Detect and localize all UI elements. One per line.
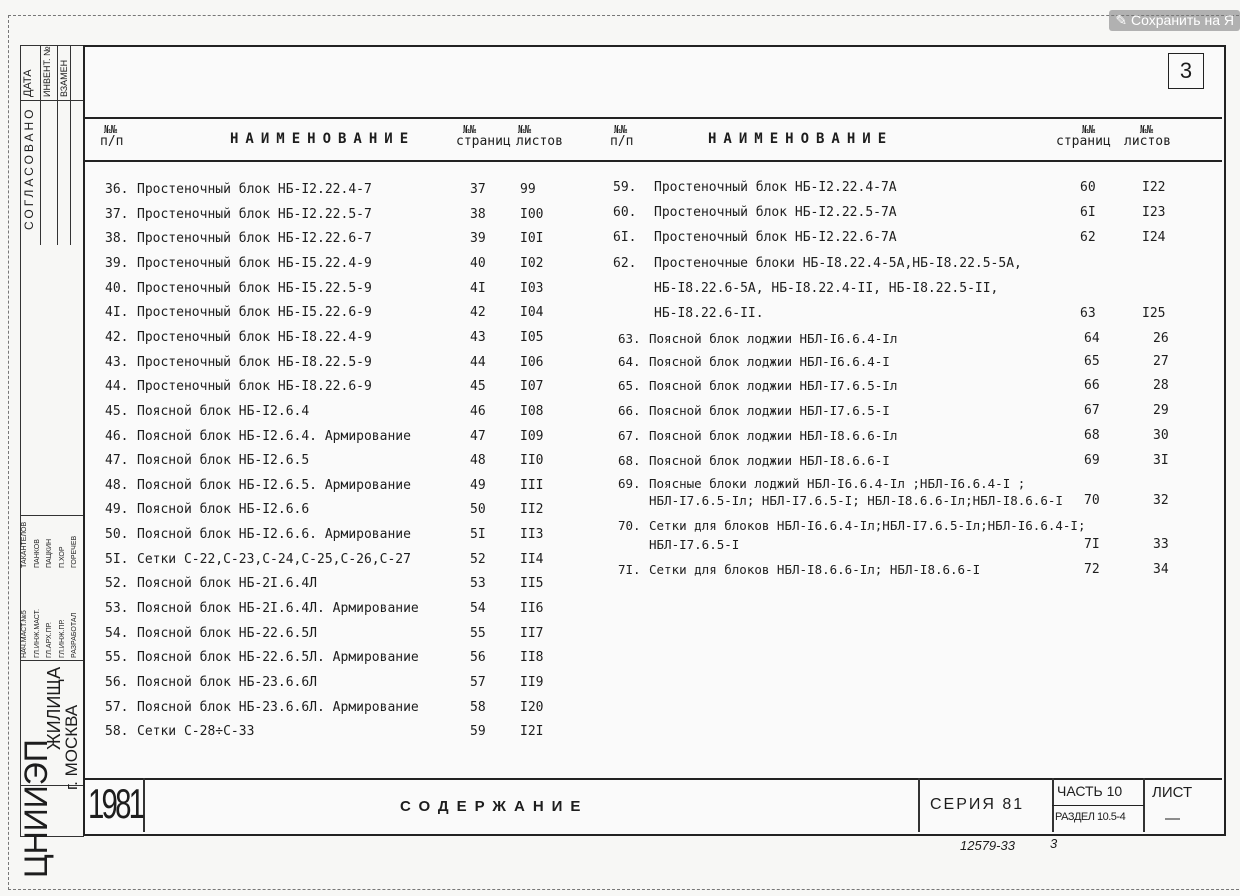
row-page: 62 [1080,230,1096,245]
row-page: 67 [1084,403,1100,418]
row-name-line: Простеночный блок НБ-I2.22.4-7А [654,180,897,195]
row-page: 72 [1084,562,1100,577]
stamp-role: ГЛ.ИНЖ.ПР. [58,619,66,658]
row-number: 39. [105,255,129,271]
row-number: 49. [105,502,129,518]
agreed-label: СОГЛАСОВАНО [22,106,36,230]
row-name-line: Сетки для блоков НБЛ-I8.6.6-Iл; НБЛ-I8.6.6-I [649,562,981,577]
row-page: 7I [1084,537,1100,552]
row-name: Поясной блок НБ-2I.6.4Л [137,576,318,592]
row-page: 37 [470,182,486,197]
row-page: 44 [470,354,486,370]
stamp-name: ТАКАНТЕЛОВ [21,521,28,568]
row-name-line: НБ-I8.22.6-II. [654,306,764,321]
row-sheet: I00 [520,206,544,222]
city: г. МОСКВА [62,704,81,790]
row-page: 42 [470,305,486,321]
row-page: 55 [470,625,486,641]
footer-page: 3 [1050,836,1058,851]
part: ЧАСТЬ 10 [1057,783,1123,799]
row-number: 38. [105,231,129,247]
row-number: 37. [105,206,129,222]
row-page: 58 [470,699,486,715]
row-sheet: II0 [520,453,544,469]
sheet-label: ЛИСТ [1152,784,1193,801]
row-sheet: II5 [520,576,544,592]
row-sheet: I03 [520,280,544,296]
stamp-name: ГОРЕЧЕВ [71,535,78,568]
row-page: 45 [470,379,486,395]
row-number: 6I. [613,230,637,245]
row-name: Простеночный блок НБ-I5.22.4-9 [137,255,372,271]
stamp-role: ГЛ.АРХ.ПР. [46,622,53,658]
row-page: 49 [470,477,486,493]
row-number: 68. [618,453,641,468]
row-page: 48 [470,453,486,469]
row-name: Простеночный блок НБ-I8.22.4-9 [137,329,372,345]
year: 1981 [88,780,143,827]
row-sheet: I05 [520,329,544,345]
row-page: 54 [470,601,486,617]
row-name: Поясной блок НБ-I2.6.4 [137,403,310,419]
row-page: 56 [470,650,486,666]
row-name: Сетки С-22,С-23,С-24,С-25,С-26,С-27 [137,551,411,567]
row-sheet: II2 [520,502,544,518]
row-sheet: II9 [520,675,544,690]
row-name: Поясной блок НБ-I2.6.6. Армирование [137,527,411,543]
row-page: 5I [470,527,486,543]
row-number: 67. [618,428,641,443]
row-name: Поясной блок НБ-2I.6.4Л. Армирование [137,601,419,617]
row-page: 63 [1080,306,1096,321]
row-sheet: II6 [520,601,544,617]
row-number: 4I. [105,305,129,321]
stamp-role: НАЧ.МАСТ.№5 [21,610,28,658]
row-name-line: Поясной блок лоджии НБЛ-I6.6.4-I [649,354,890,369]
row-sheet: 27 [1153,354,1169,369]
row-name: Простеночный блок НБ-I2.22.6-7 [137,231,372,247]
pencil-cloud-icon: ✎ [1115,12,1132,28]
row-name-line: Простеночные блоки НБ-I8.22.4-5А,НБ-I8.22.5-5А, [654,256,1022,271]
row-sheet: I2I [520,724,544,740]
org-name: ЦНИИЭП [18,739,54,878]
drawing-code: 12579-33 [960,838,1015,853]
row-number: 44. [105,379,129,395]
row-page: 52 [470,551,486,567]
row-number: 60. [613,205,637,220]
row-page: 68 [1084,428,1100,443]
row-page: 69 [1084,453,1100,468]
row-sheet: I07 [520,379,544,395]
row-name: Поясной блок НБ-I2.6.5. Армирование [137,477,411,493]
row-number: 65. [618,378,641,393]
row-page: 4I [470,280,486,296]
row-sheet: 29 [1153,403,1169,418]
row-name: Сетки С-28÷С-33 [137,724,255,740]
replace-label: ВЗАМЕН [59,59,69,97]
date-label: ДАТА [22,69,34,97]
row-number: 52. [105,576,129,592]
row-sheet: II4 [520,551,544,567]
section: РАЗДЕЛ 10.5-4 [1055,811,1126,823]
row-sheet: 33 [1153,537,1169,552]
row-sheet: I02 [520,255,544,271]
page-number-box: 3 [1168,53,1204,89]
sheet-value: — [1165,810,1180,827]
row-number: 36. [105,182,129,197]
row-number: 48. [105,477,129,493]
row-number: 54. [105,625,129,641]
row-name: Простеночный блок НБ-I5.22.6-9 [137,305,372,321]
row-number: 69. [618,476,641,491]
row-name: Поясной блок НБ-I2.6.4. Армирование [137,428,411,444]
row-sheet: I24 [1142,230,1166,245]
row-sheet: 32 [1153,493,1169,508]
row-number: 43. [105,354,129,370]
row-name-line: Сетки для блоков НБЛ-I6.6.4-Iл;НБЛ-I7.6.5-Iл;НБЛ-I6.6.4-I; [649,518,1086,533]
row-name-line: Поясной блок лоджии НБЛ-I8.6.6-I [649,453,890,468]
row-page: 43 [470,329,486,345]
row-sheet: 26 [1153,331,1169,346]
row-name: Поясной блок НБ-23.6.6Л. Армирование [137,699,419,715]
row-name-line: НБ-I8.22.6-5А, НБ-I8.22.4-II, НБ-I8.22.5-II, [654,281,999,296]
row-page: 38 [470,206,486,222]
row-name: Простеночный блок НБ-I8.22.6-9 [137,379,372,395]
row-sheet: I06 [520,354,544,370]
row-name-line: НБЛ-I7.6.5-I [649,537,740,552]
row-page: 46 [470,403,486,419]
row-page: 59 [470,724,486,740]
row-name-line: Поясной блок лоджии НБЛ-I7.6.5-Iл [649,378,898,393]
series: СЕРИЯ 81 [930,796,1025,813]
row-sheet: I25 [1142,306,1166,321]
row-page: 64 [1084,331,1100,346]
row-sheet: II7 [520,625,544,641]
row-number: 7I. [618,562,641,577]
row-page: 39 [470,231,486,247]
row-sheet: I23 [1142,205,1166,220]
stamp-name: ПАНКОВ [33,539,41,568]
stamp-name: ПАЦКИН [46,538,53,568]
row-name-line: НБЛ-I7.6.5-Iл; НБЛ-I7.6.5-I; НБЛ-I8.6.6-Iл;НБЛ-I8.6.6-I [649,493,1063,508]
row-name: Простеночный блок НБ-I2.22.4-7 [137,182,372,197]
row-page: 66 [1084,378,1100,393]
row-page: 70 [1084,493,1100,508]
row-number: 62. [613,256,637,271]
row-sheet: I04 [520,305,544,321]
row-page: 65 [1084,354,1100,369]
row-sheet: I08 [520,403,544,419]
row-name-line: Простеночный блок НБ-I2.22.5-7А [654,205,897,220]
row-name-line: Поясной блок лоджии НБЛ-I7.6.5-I [649,403,890,418]
row-page: 60 [1080,180,1096,195]
row-name-line: Поясные блоки лоджий НБЛ-I6.6.4-Iл ;НБЛ-I6.6.4-I ; [649,476,1026,491]
row-number: 53. [105,601,129,617]
row-page: 50 [470,502,486,518]
row-number: 50. [105,527,129,543]
row-number: 45. [105,403,129,419]
inventory-label: ИНВЕНТ. № [42,46,52,97]
stamp-role: РАЗРАБОТАЛ [71,612,78,658]
row-number: 59. [613,180,637,195]
row-name: Поясной блок НБ-I2.6.5 [137,453,310,469]
row-sheet: 30 [1153,428,1169,443]
row-name: Простеночный блок НБ-I8.22.5-9 [137,354,372,370]
row-sheet: 3I [1153,453,1169,468]
save-to-disk-button[interactable]: ✎ Сохранить на Я [1109,10,1240,31]
row-number: 47. [105,453,129,469]
row-name: Поясной блок НБ-22.6.5Л. Армирование [137,650,419,666]
row-name: Поясной блок НБ-23.6.6Л [137,675,318,690]
row-sheet: III [520,477,544,493]
row-number: 40. [105,280,129,296]
row-sheet: I22 [1142,180,1166,195]
row-number: 58. [105,724,129,740]
stamp-role: ГЛ.ИНЖ.МАСТ. [33,608,41,658]
row-number: 70. [618,518,641,533]
row-sheet: I0I [520,231,544,247]
row-number: 46. [105,428,129,444]
row-sheet: II3 [520,527,544,543]
org-subname: ЖИЛИЩА [44,666,64,750]
row-page: 53 [470,576,486,592]
row-name: Поясной блок НБ-22.6.5Л [137,625,318,641]
sheet-title: СОДЕРЖАНИЕ [400,798,589,815]
row-number: 63. [618,331,641,346]
row-number: 42. [105,329,129,345]
row-number: 57. [105,699,129,715]
row-sheet: I20 [520,699,544,715]
row-name-line: Поясной блок лоджии НБЛ-I8.6.6-Iл [649,428,898,443]
row-name-line: Поясной блок лоджии НБЛ-I6.6.4-Iл [649,331,898,346]
row-page: 40 [470,255,486,271]
row-number: 55. [105,650,129,666]
stamp-name: П.ХОР [58,546,66,568]
row-number: 5I. [105,551,129,567]
row-sheet: I09 [520,428,544,444]
row-page: 57 [470,675,486,690]
row-sheet: II8 [520,650,544,666]
row-number: 64. [618,354,641,369]
row-sheet: 34 [1153,562,1169,577]
row-number: 56. [105,675,129,690]
row-name: Поясной блок НБ-I2.6.6 [137,502,310,518]
row-name-line: Простеночный блок НБ-I2.22.6-7А [654,230,897,245]
row-name: Простеночный блок НБ-I2.22.5-7 [137,206,372,222]
row-page: 47 [470,428,486,444]
row-number: 66. [618,403,641,418]
row-page: 6I [1080,205,1096,220]
row-sheet: 99 [520,182,536,197]
row-sheet: 28 [1153,378,1169,393]
row-name: Простеночный блок НБ-I5.22.5-9 [137,280,372,296]
